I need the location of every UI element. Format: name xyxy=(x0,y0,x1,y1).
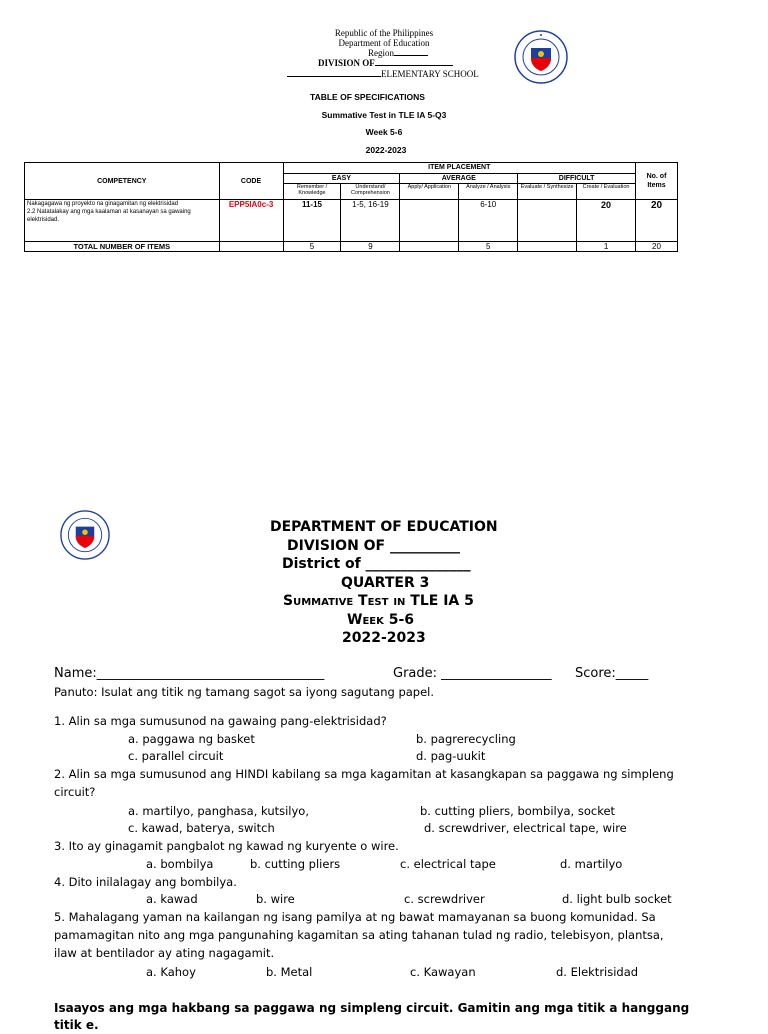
question-2-line2: circuit? xyxy=(54,785,96,799)
header-division: DIVISION OF xyxy=(318,58,375,68)
total-analyze: 5 xyxy=(459,242,518,252)
q5-option-b: b. Metal xyxy=(266,965,313,979)
test-header xyxy=(0,518,768,648)
q3-option-b: b. cutting pliers xyxy=(250,857,341,871)
quarter-line: QUARTER 3 xyxy=(341,574,430,591)
question-1: 1. Alin sa mga sumusunod na gawaing pang-elektrisidad? xyxy=(54,714,387,728)
q4-option-c: c. screwdriver xyxy=(404,892,485,906)
row-total: 20 xyxy=(636,200,678,242)
subject-line: Summative Test in TLE IA 5 xyxy=(283,593,474,609)
q3-option-d: d. martilyo xyxy=(560,857,623,871)
region-blank xyxy=(394,55,428,56)
tos-title: TABLE OF SPECIFICATIONS xyxy=(310,92,425,102)
total-sum: 20 xyxy=(636,242,678,252)
q1-option-c: c. parallel circuit xyxy=(128,749,224,763)
row-create: 20 xyxy=(577,200,636,242)
row-competency xyxy=(25,200,220,242)
total-code xyxy=(219,242,283,252)
q5-option-d: d. Elektrisidad xyxy=(556,965,639,979)
score-field[interactable]: Score:_____ xyxy=(575,666,649,681)
total-apply xyxy=(400,242,459,252)
year-line: 2022-2023 xyxy=(342,630,426,646)
col-code: CODE xyxy=(219,163,283,200)
deped-seal-icon xyxy=(514,30,568,84)
total-label: TOTAL NUMBER OF ITEMS xyxy=(25,242,220,252)
division-blank xyxy=(375,65,453,66)
header-republic: Republic of the Philippines xyxy=(334,28,434,38)
q4-option-d: d. light bulb socket xyxy=(562,892,672,906)
q1-option-d: d. pag-uukit xyxy=(416,749,486,763)
total-create: 1 xyxy=(577,242,636,252)
total-remember: 5 xyxy=(283,242,341,252)
row-code: EPP5IA0c-3 xyxy=(219,200,283,242)
question-2-line1: 2. Alin sa mga sumusunod ang HINDI kabilang sa mga kagamitan at kasangkapan sa paggawa ng simpleng xyxy=(54,767,674,781)
q4-option-b: b. wire xyxy=(256,892,295,906)
question-5-line1: 5. Mahalagang yaman na kailangan ng isang pamilya at ng bawat mamayanan sa buong komunidad. Sa xyxy=(54,910,656,924)
sub-evaluate: Evaluate / Synthesize xyxy=(518,184,577,200)
sub-analyze: Analyze / Analysis xyxy=(459,184,518,200)
total-evaluate xyxy=(518,242,577,252)
row-understand: 1-5, 16-19 xyxy=(341,200,400,242)
col-no-items: No. of Items xyxy=(636,163,678,200)
week-line: Week 5-6 xyxy=(347,611,415,628)
tos-week: Week 5-6 xyxy=(365,127,403,137)
col-difficult: DIFFICULT xyxy=(518,174,636,184)
col-competency: COMPETENCY xyxy=(25,163,220,200)
q5-option-c: c. Kawayan xyxy=(410,965,476,979)
sub-understand: Understand/ Comprehension xyxy=(341,184,400,200)
division-line: DIVISION OF __________ xyxy=(287,537,460,554)
total-understand: 9 xyxy=(341,242,400,252)
tos-year: 2022-2023 xyxy=(365,145,407,155)
part2-line1: Isaayos ang mga hakbang sa paggawa ng simpleng circuit. Gamitin ang mga titik a hanggang xyxy=(54,1001,690,1015)
q2-option-c: c. kawad, baterya, switch xyxy=(128,821,275,835)
row-analyze: 6-10 xyxy=(459,200,518,242)
question-3: 3. Ito ay ginagamit pangbalot ng kawad ng kuryente o wire. xyxy=(54,839,399,853)
part2-line2: titik e. xyxy=(54,1018,99,1032)
header-department: Department of Education xyxy=(338,38,430,48)
instructions: Panuto: Isulat ang titik ng tamang sagot sa iyong sagutang papel. xyxy=(54,685,435,699)
question-4: 4. Dito inilalagay ang bombilya. xyxy=(54,875,237,889)
row-remember: 11-15 xyxy=(283,200,341,242)
school-blank xyxy=(287,76,381,77)
tos-table xyxy=(24,162,678,252)
col-easy: EASY xyxy=(283,174,400,184)
row-apply xyxy=(400,200,459,242)
question-5-line2: pamamagitan nito ang mga pangunahing kagamitan sa ating tahanan tulad ng radio, telebisyon, plantsa, xyxy=(54,928,664,942)
q4-option-a: a. kawad xyxy=(146,892,198,906)
sub-create: Create / Evaluation xyxy=(577,184,636,200)
q2-option-a: a. martilyo, panghasa, kutsilyo, xyxy=(128,804,309,818)
col-item-placement: ITEM PLACEMENT xyxy=(283,163,635,174)
sub-apply: Apply/ Application xyxy=(400,184,459,200)
q3-option-c: c. electrical tape xyxy=(400,857,496,871)
name-field[interactable]: Name:___________________________________ xyxy=(54,666,325,681)
q1-option-b: b. pagrerecycling xyxy=(416,732,516,746)
q1-option-a: a. paggawa ng basket xyxy=(128,732,255,746)
col-average: AVERAGE xyxy=(400,174,518,184)
tos-subtitle: Summative Test in TLE IA 5-Q3 xyxy=(321,110,447,120)
header-school: ELEMENTARY SCHOOL xyxy=(381,69,479,79)
header-region: Region xyxy=(368,48,394,58)
sub-remember: Remember / Knowledge xyxy=(283,184,341,200)
q5-option-a: a. Kahoy xyxy=(146,965,196,979)
question-5-line3: ilaw at bentilador ay ating nagagamit. xyxy=(54,946,275,960)
dept-title: DEPARTMENT OF EDUCATION xyxy=(270,519,498,535)
q2-option-d: d. screwdriver, electrical tape, wire xyxy=(424,821,627,835)
q3-option-a: a. bombilya xyxy=(146,857,214,871)
row-evaluate xyxy=(518,200,577,242)
part2-instructions xyxy=(54,1000,764,1034)
grade-field[interactable]: Grade: _________________ xyxy=(393,666,552,681)
competency-text-2: 2.2 Natatalakay ang mga kaalaman at kasanayan sa gawaing elektrisidad. xyxy=(27,209,191,223)
district-line: District of _______________ xyxy=(282,556,471,572)
competency-text-1: Nakagagawa ng proyekto na ginagamitan ng elektrisidad xyxy=(27,201,179,207)
q2-option-b: b. cutting pliers, bombilya, socket xyxy=(420,804,616,818)
